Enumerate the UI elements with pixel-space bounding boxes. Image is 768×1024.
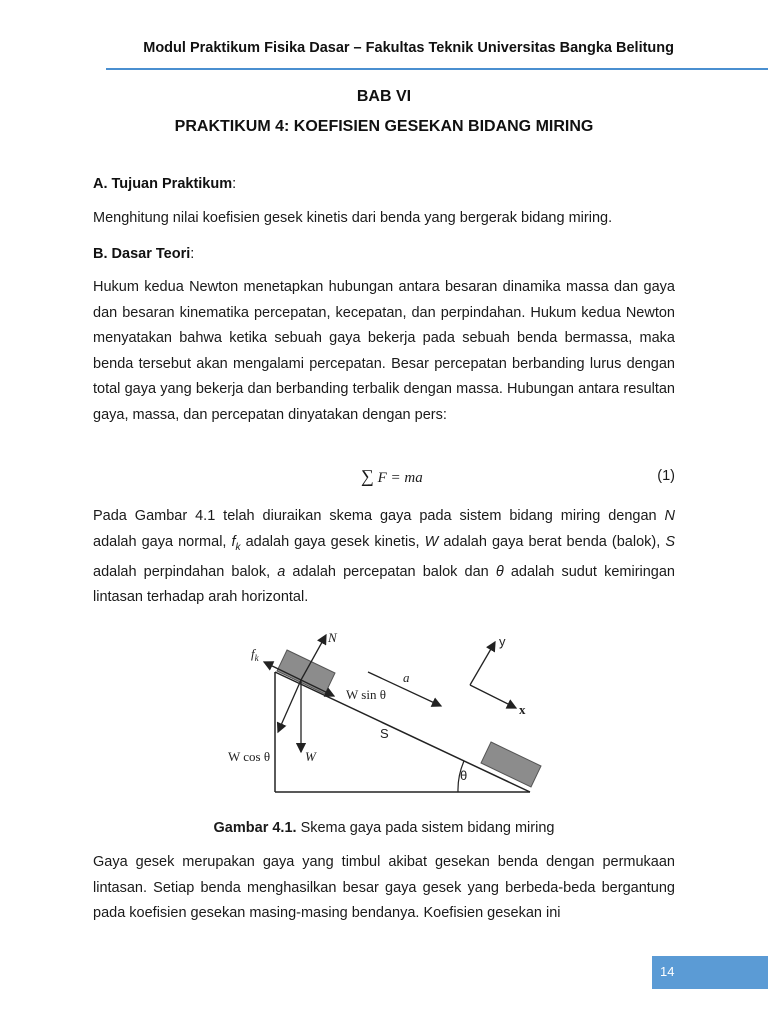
label-w-sin: W sin θ: [346, 687, 386, 702]
label-theta: θ: [460, 768, 468, 783]
incline-slope-edge: [275, 672, 530, 792]
label-w: W: [305, 749, 316, 764]
page-number: 14: [660, 964, 675, 979]
p2-symbol-a: a: [277, 563, 286, 580]
p2-symbol-fk-sub: k: [235, 541, 241, 553]
chapter-number: BAB VI: [356, 88, 412, 105]
label-y: y: [499, 634, 506, 649]
equation-1: [93, 466, 675, 490]
lower-block: [481, 742, 541, 787]
page-number-box: [652, 956, 768, 989]
header-rule: [106, 68, 768, 70]
section-b-heading: [93, 246, 194, 262]
section-a-heading: [93, 176, 236, 192]
p2-text-4: adalah gaya berat benda (balok),: [438, 533, 666, 550]
p2-symbol-w: W: [424, 533, 439, 550]
section-b-heading-text: B. Dasar Teori: [93, 246, 191, 262]
equation-number: (1): [657, 468, 675, 484]
p2-symbol-fk: f: [231, 533, 236, 550]
equation-formula: [361, 466, 423, 487]
p2-text-6: adalah percepatan balok dan: [285, 563, 496, 580]
theory-paragraph-3: Gaya gesek merupakan gaya yang timbul akibat gesekan benda dengan permukaan lintasan. Setiap benda menghasilkan besar gaya gesek yang berbeda-beda bergantung pada koefisien gesekan masing-masing bendanya. Koefisien gesekan ini: [93, 854, 675, 921]
section-a-text: Menghitung nilai koefisien gesek kinetis dari benda yang bergerak bidang miring.: [93, 210, 613, 226]
p2-symbol-n: N: [664, 508, 675, 524]
inclined-plane-figure: [208, 620, 558, 805]
p2-symbol-theta: θ: [495, 563, 504, 580]
equation-body: F = ma: [377, 470, 423, 486]
label-fk: $f_k$: [251, 646, 259, 663]
p2-text-1: Pada Gambar 4.1 telah diuraikan skema gaya pada sistem bidang miring dengan: [93, 508, 665, 524]
theory-paragraph-2: [93, 504, 675, 611]
p2-text-7: adalah sudut kemiringan lintasan terhadap arah horizontal.: [93, 563, 675, 606]
label-s: S: [380, 726, 389, 741]
section-a-heading-text: A. Tujuan Praktikum: [93, 176, 233, 192]
x-axis-arrow: [470, 685, 516, 708]
theory-paragraph-1: Hukum kedua Newton menetapkan hubungan antara besaran dinamika massa dan gaya dan besaran kinematika percepatan, kecepatan, dan perpindahan. Hukum kedua Newton menyatakan bahwa ketika sebuah gaya bekerja pada sebuah benda bermassa, maka benda tersebut akan mengalami percepatan. Besar percepatan berbanding lurus dengan total gaya yang bekerja dan berbanding terbalik dengan massa. Hubungan antara resultan gaya, massa, dan percepatan dinyatakan dengan pers:: [93, 279, 675, 423]
p2-text-5: adalah perpindahan balok,: [93, 563, 278, 580]
label-x: x: [519, 702, 526, 717]
w-cos-arrow: [278, 680, 301, 732]
label-n: N: [328, 630, 337, 645]
y-axis-arrow: [470, 642, 495, 685]
p2-text-2: adalah gaya normal,: [93, 533, 232, 550]
running-header: Modul Praktikum Fisika Dasar – Fakultas Teknik Universitas Bangka Belitung: [143, 40, 674, 56]
section-a-colon: :: [232, 176, 237, 192]
p2-text-3: adalah gaya gesek kinetis,: [240, 533, 425, 550]
caption-text: Skema gaya pada sistem bidang miring: [296, 820, 555, 836]
caption-label: Gambar 4.1.: [213, 820, 297, 836]
p2-symbol-s: S: [665, 533, 675, 550]
sigma-symbol: ∑: [361, 466, 374, 486]
figure-caption: [93, 820, 675, 836]
label-a: a: [403, 670, 410, 685]
section-b-colon: :: [190, 246, 195, 262]
chapter-title: PRAKTIKUM 4: KOEFISIEN GESEKAN BIDANG MIRING: [174, 118, 594, 135]
label-w-cos: W cos θ: [228, 749, 271, 764]
